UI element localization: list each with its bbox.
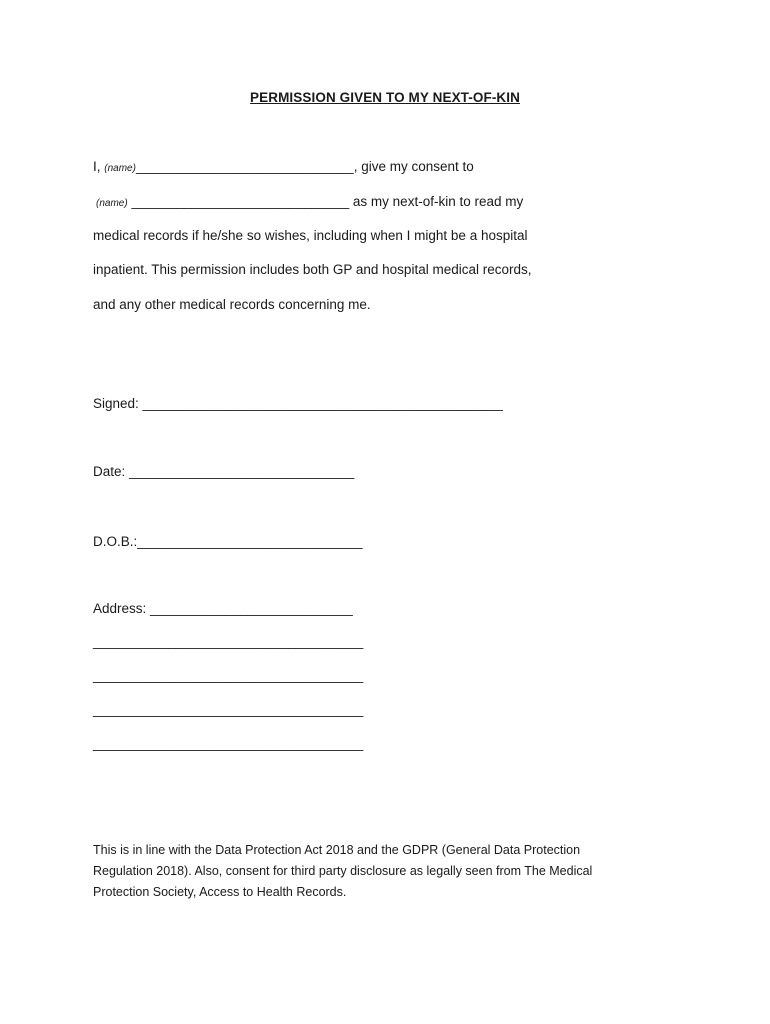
name-blank-2[interactable]: _____________________________ (127, 194, 350, 209)
footer-note (93, 840, 592, 903)
address-line-1[interactable]: ____________________________________ (93, 634, 364, 649)
consent-line-2 (96, 194, 523, 209)
name-hint-2: (name) (96, 198, 128, 209)
consent-line-3: medical records if he/she so wishes, including when I might be a hospital (93, 228, 528, 243)
consent-line-5: and any other medical records concerning me. (93, 297, 371, 312)
footer-line-1: This is in line with the Data Protection Act 2018 and the GDPR (General Data Protection (93, 843, 581, 857)
address-line-2[interactable]: ____________________________________ (93, 668, 364, 683)
address-line-4[interactable]: ____________________________________ (93, 736, 364, 751)
consent-suffix-2: as my next-of-kin to read my (349, 194, 524, 209)
footer-line-2: Regulation 2018). Also, consent for third party disclosure as legally seen from The Medical (93, 864, 593, 878)
consent-prefix: I, (93, 159, 105, 174)
name-blank-1[interactable]: _____________________________ (135, 159, 354, 174)
address-line-3[interactable]: ____________________________________ (93, 702, 364, 717)
signed-field[interactable]: Signed: ________________________________________________ (93, 396, 503, 411)
consent-line-1 (93, 159, 474, 174)
name-hint-1: (name) (104, 163, 136, 174)
dob-field[interactable]: D.O.B.:______________________________ (93, 534, 363, 549)
address-field[interactable]: Address: ___________________________ (93, 601, 353, 616)
document-title: PERMISSION GIVEN TO MY NEXT-OF-KIN (250, 90, 520, 105)
footer-line-3: Protection Society, Access to Health Records. (93, 885, 347, 899)
date-field[interactable]: Date: ______________________________ (93, 464, 355, 479)
consent-suffix-1: , give my consent to (353, 159, 474, 174)
consent-line-4: inpatient. This permission includes both GP and hospital medical records, (93, 262, 532, 277)
